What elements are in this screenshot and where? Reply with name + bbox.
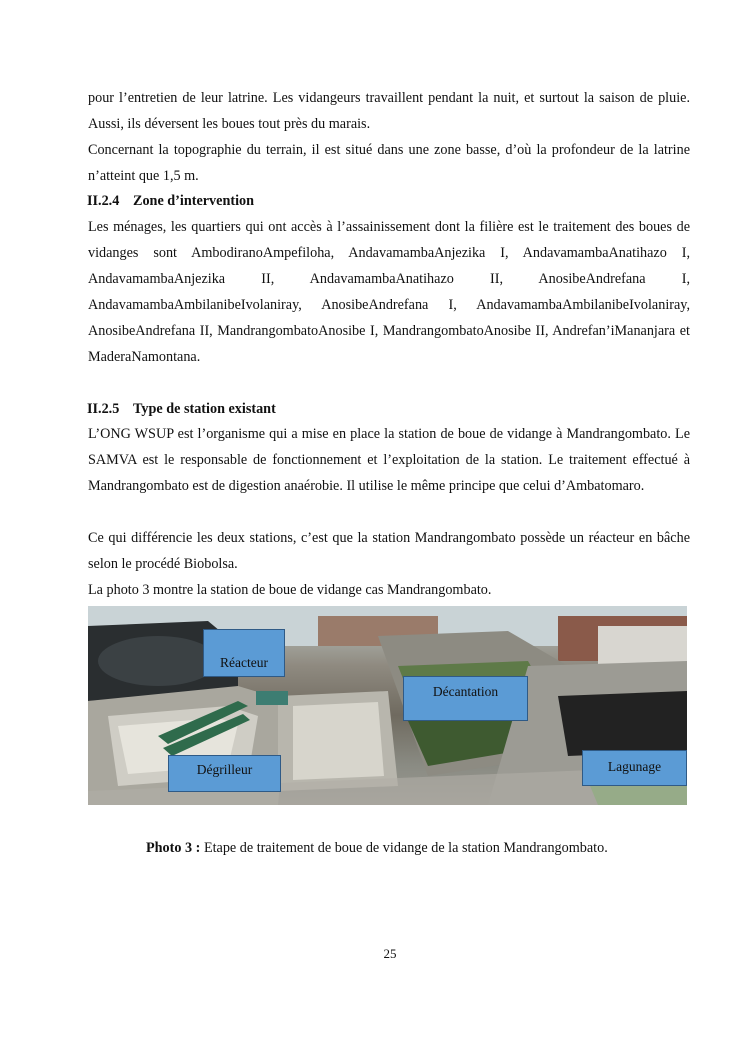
caption-prefix: Photo 3 :: [146, 840, 201, 856]
station-photo: [88, 606, 687, 805]
section-title: Zone d’intervention: [133, 193, 254, 209]
photo-caption: [146, 838, 608, 858]
label-reacteur: Réacteur: [203, 629, 285, 677]
label-decantation: Décantation: [403, 676, 528, 721]
section-title: Type de station existant: [133, 401, 276, 417]
paragraph-latrine-maintenance: pour l’entretien de leur latrine. Les vidangeurs travaillent pendant la nuit, et surtout la saison de pluie. Aussi, ils déversent les boues tout près du marais.: [88, 90, 690, 132]
label-lagunage: Lagunage: [582, 750, 687, 786]
section-number: II.2.5: [87, 401, 120, 417]
caption-text: Etape de traitement de boue de vidange de la station Mandrangombato.: [200, 840, 608, 856]
paragraph-station-difference: Ce qui différencie les deux stations, c’est que la station Mandrangombato possède un réacteur en bâche selon le procédé Biobolsa.: [88, 530, 690, 572]
paragraph-intervention-zone: Les ménages, les quartiers qui ont accès à l’assainissement dont la filière est le traitement des boues de vidanges sont AmbodiranoAmpefiloha, AndavamambaAnjezika I, AndavamambaAnatihazo I, AndavamambaAnjezika II, AndavamambaAnatihazo II, AnosibeAndrefana I, AndavamambaAmbilanibeIvolaniray, AnosibeAndrefana I, AndavamambaAmbilanibeIvolaniray, AnosibeAndrefana II, MandrangombatoAnosibe I, MandrangombatoAnosibe II, Andrefan’iMananjara et MaderaNamontana.: [88, 219, 690, 365]
section-heading-station-type: [87, 396, 276, 422]
label-degrilleur: Dégrilleur: [168, 755, 281, 792]
paragraph-topography: Concernant la topographie du terrain, il est situé dans une zone basse, d’où la profondeur de la latrine n’atteint que 1,5 m.: [88, 142, 690, 184]
page-number: 25: [383, 946, 397, 961]
paragraph-photo-reference: La photo 3 montre la station de boue de vidange cas Mandrangombato.: [88, 582, 492, 598]
section-heading-zone-intervention: [87, 188, 254, 214]
paragraph-wsup-station: L’ONG WSUP est l’organisme qui a mise en place la station de boue de vidange à Mandrangombato. Le SAMVA est le responsable de fonctionnement et l’exploitation de la station. Le traitement effectué à Mandrangombato est de digestion anaérobie. Il utilise le même principe que celui d’Ambatomaro.: [88, 426, 690, 494]
section-number: II.2.4: [87, 193, 120, 209]
